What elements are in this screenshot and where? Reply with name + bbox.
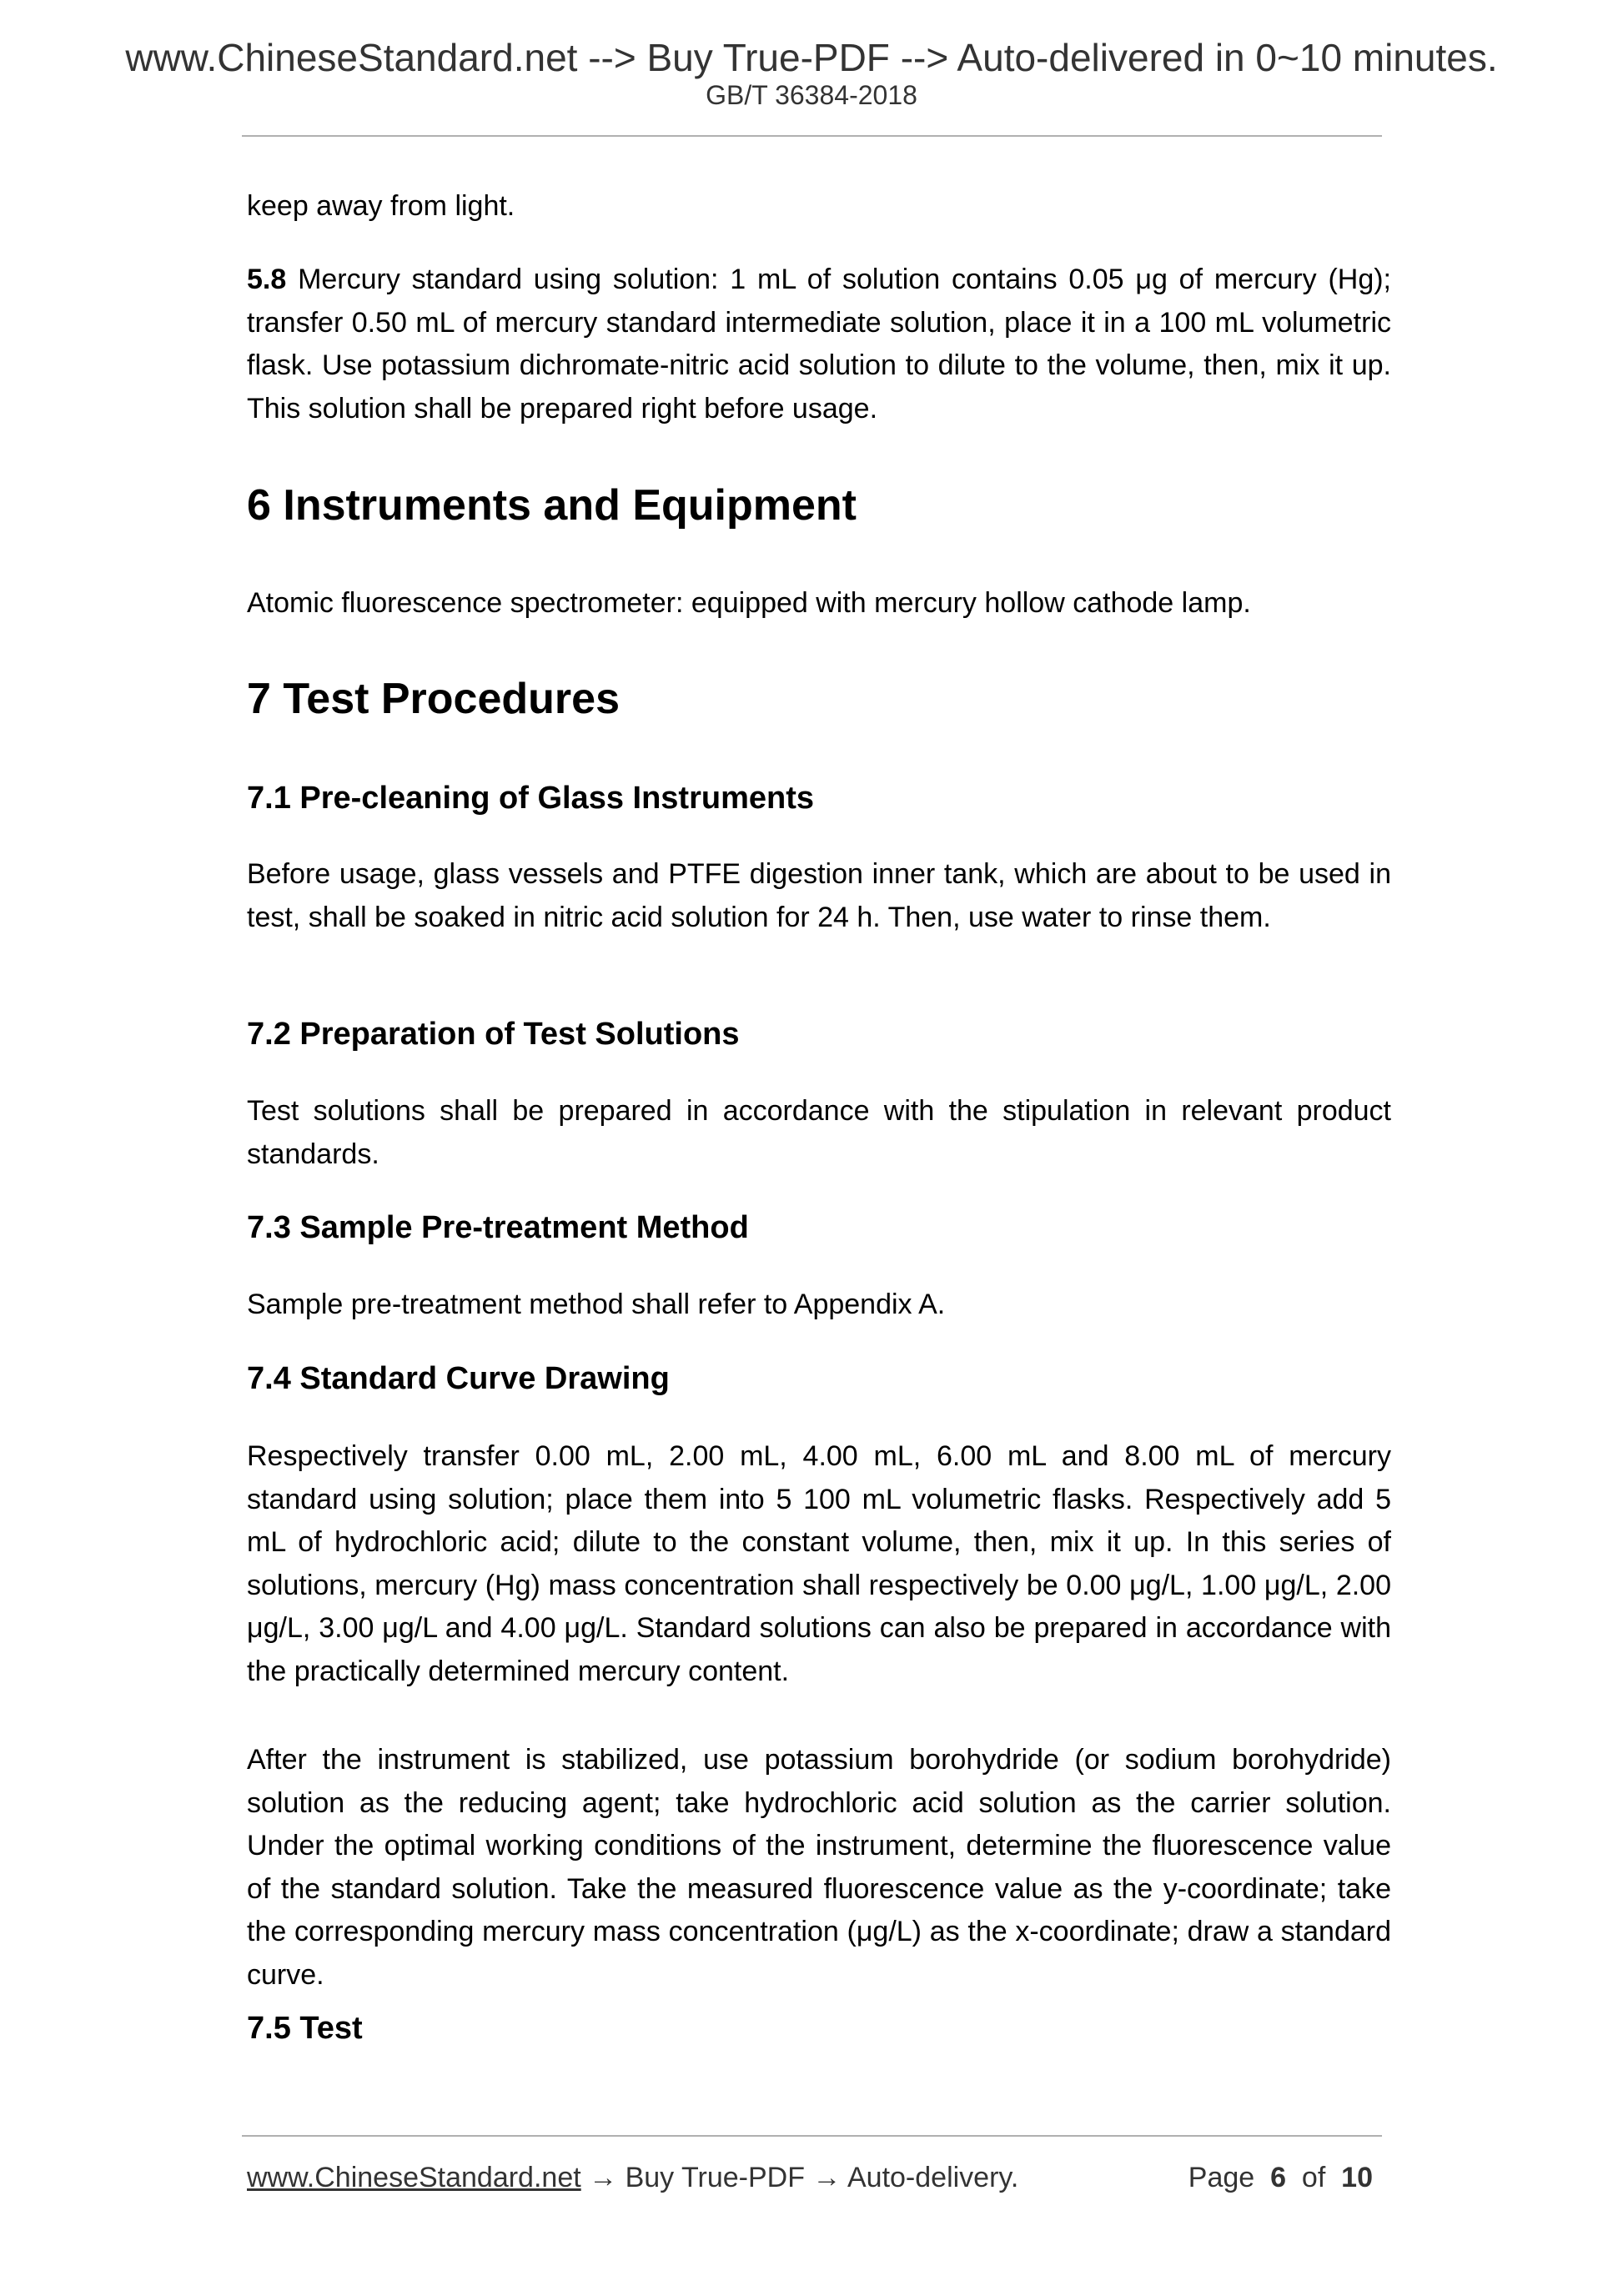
section-6-paragraph: Atomic fluorescence spectrometer: equipped with mercury hollow cathode lamp. (247, 587, 1251, 619)
footer-promo-text: → Buy True-PDF → Auto-delivery. (580, 2162, 1019, 2193)
header-divider (242, 135, 1382, 137)
clause-5-8-text: Mercury standard using solution: 1 mL of solution contains 0.05 μg of mercury (Hg); transfer 0.50 mL of mercury standard intermediate solution, place it in a 100 mL volumetric flask. Use potassium dichromate-nitric acid solution to dilute to the volume, then, mix it up. This solution shall be prepared right before usage. (247, 264, 1391, 425)
section-7-4-paragraph-2: After the instrument is stabilized, use potassium borohydride (or sodium borohydride) solution as the reducing agent; take hydrochloric acid solution as the carrier solution. Under the optimal working conditions of the instrument, determine the fluorescence value of the standard solution. Take the measured fluorescence value as the y-coordinate; take the corresponding mercury mass concentration (μg/L) as the x-coordinate; draw a standard curve. (247, 1744, 1391, 1991)
clause-5-8-number: 5.8 (247, 264, 287, 295)
clause-5-8-paragraph (247, 259, 1391, 430)
page-total: 10 (1341, 2162, 1373, 2193)
section-7-1-paragraph: Before usage, glass vessels and PTFE digestion inner tank, which are about to be used in test, shall be soaked in nitric acid solution for 24 h. Then, use water to rinse them. (247, 858, 1391, 933)
section-7-5-heading: 7.5 Test (247, 2011, 363, 2046)
page-current: 6 (1270, 2162, 1286, 2193)
footer-site-link[interactable]: www.ChineseStandard.net (247, 2162, 581, 2193)
section-7-4-heading: 7.4 Standard Curve Drawing (247, 1361, 670, 1396)
page-indicator (1188, 2163, 1373, 2192)
site-banner: www.ChineseStandard.net --> Buy True-PDF --> Auto-delivered in 0~10 minutes. (125, 36, 1498, 79)
footer-promo (247, 2163, 1018, 2192)
continuation-paragraph: keep away from light. (247, 190, 515, 222)
section-7-2-heading: 7.2 Preparation of Test Solutions (247, 1017, 740, 1052)
section-7-4-paragraph-1: Respectively transfer 0.00 mL, 2.00 mL, 4.00 mL, 6.00 mL and 8.00 mL of mercury standard using solution; place them into 5 100 mL volumetric flasks. Respectively add 5 mL of hydrochloric acid; dilute to the constant volume, then, mix it up. In this series of solutions, mercury (Hg) mass concentration shall respectively be 0.00 μg/L, 1.00 μg/L, 2.00 μg/L, 3.00 μg/L and 4.00 μg/L. Standard solutions can also be prepared in accordance with the practically determined mercury content. (247, 1440, 1391, 1687)
section-7-2-paragraph: Test solutions shall be prepared in accordance with the stipulation in relevant product standards. (247, 1095, 1391, 1170)
page-label: Page (1188, 2162, 1255, 2193)
footer-divider (242, 2135, 1382, 2137)
page-of-label: of (1301, 2162, 1326, 2193)
section-7-3-paragraph: Sample pre-treatment method shall refer to Appendix A. (247, 1289, 946, 1320)
section-7-3-heading: 7.3 Sample Pre-treatment Method (247, 1210, 749, 1245)
standard-code: GB/T 36384-2018 (706, 80, 917, 110)
section-7-1-heading: 7.1 Pre-cleaning of Glass Instruments (247, 781, 814, 816)
section-7-heading: 7 Test Procedures (247, 675, 621, 723)
section-6-heading: 6 Instruments and Equipment (247, 481, 857, 530)
